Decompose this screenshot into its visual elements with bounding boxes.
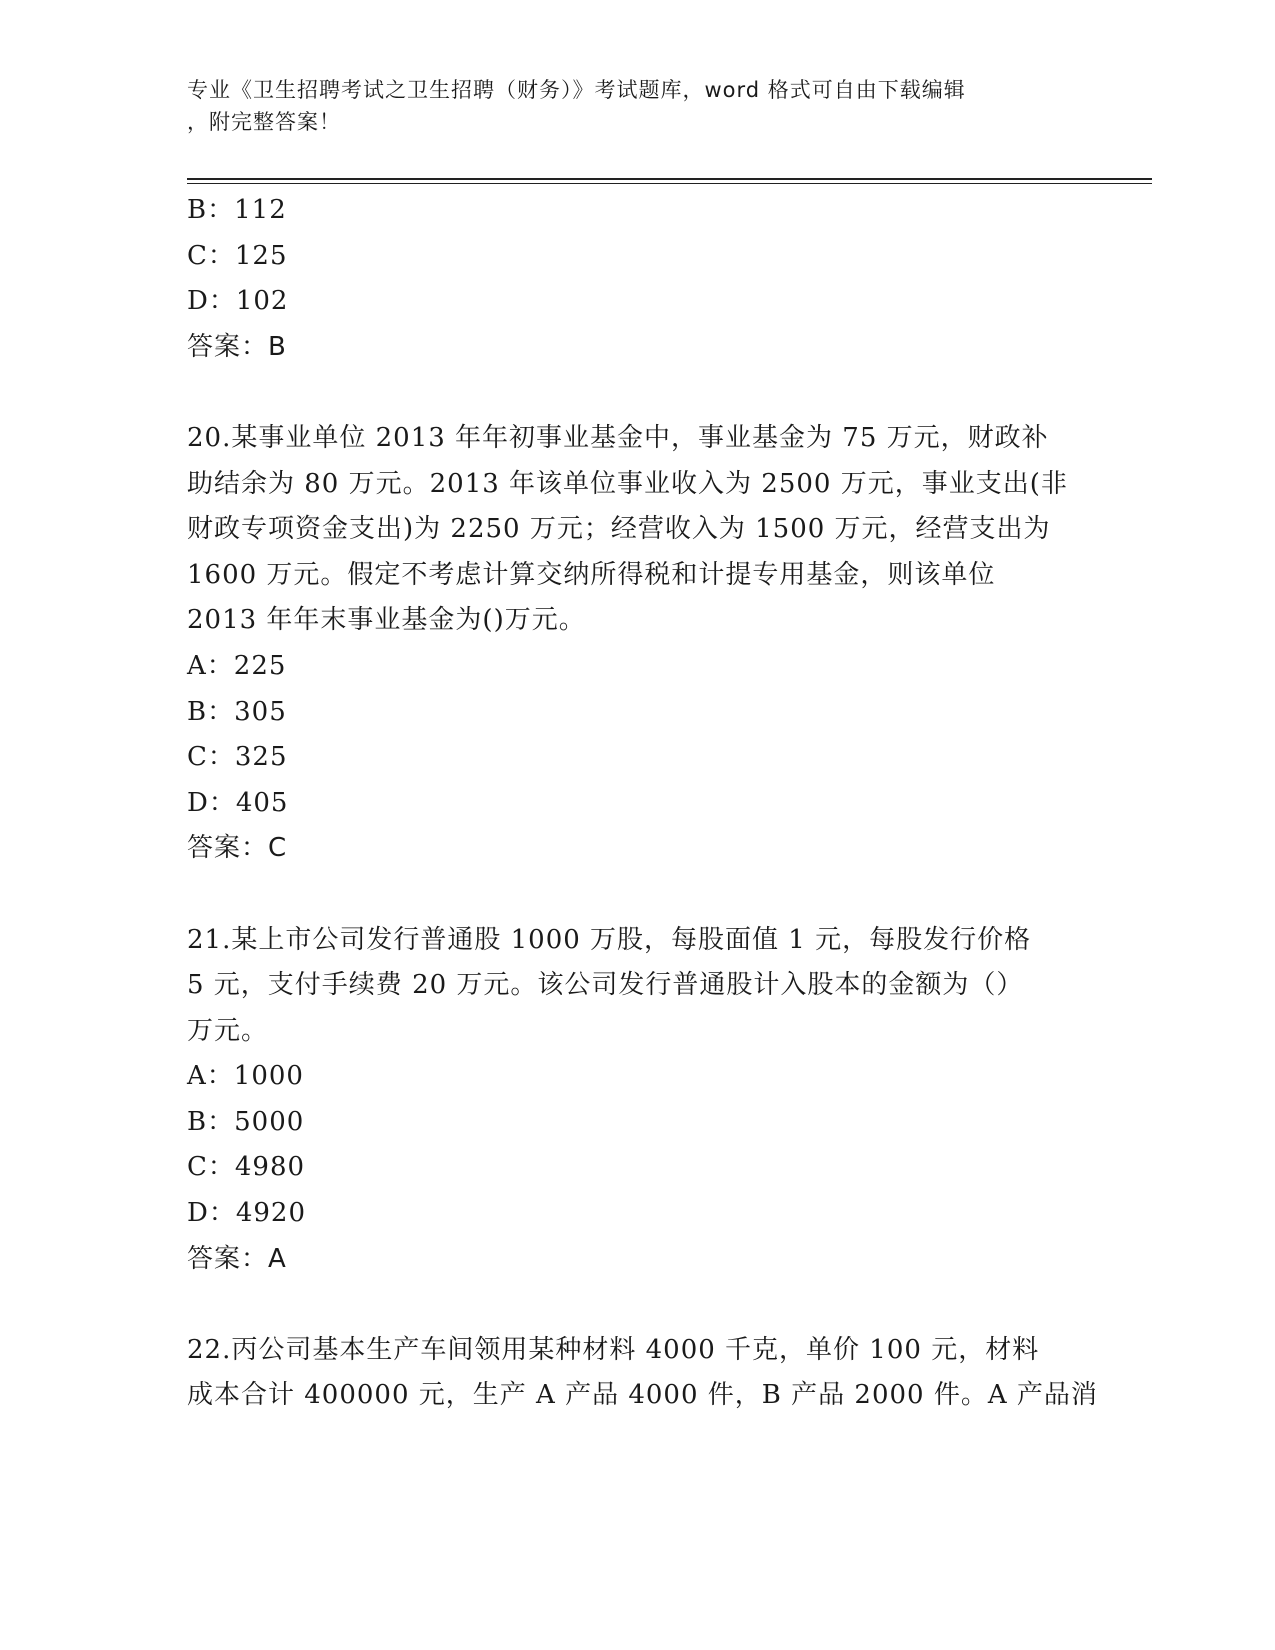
option-c: C：325 <box>187 742 288 773</box>
question-stem-line: 财政专项资金支出)为 2250 万元；经营收入为 1500 万元，经营支出为 <box>187 514 1051 545</box>
option-d: D：4920 <box>187 1198 307 1229</box>
question-stem-line: 2013 年年末事业基金为()万元。 <box>187 605 586 636</box>
option-d: D：405 <box>187 787 289 818</box>
question-19 <box>187 188 1087 370</box>
question-20 <box>187 416 1087 872</box>
option-a: A：1000 <box>187 1061 304 1092</box>
spacer <box>187 370 1087 416</box>
question-22 <box>187 1328 1098 1419</box>
spacer <box>187 1282 1087 1328</box>
option-b: B：5000 <box>187 1106 305 1137</box>
header-divider <box>187 178 1152 180</box>
option-b: B：112 <box>187 195 287 225</box>
option-d: D：102 <box>187 286 289 317</box>
question-stem-line: 1600 万元。假定不考虑计算交纳所得税和计提专用基金，则该单位 <box>187 559 996 590</box>
spacer <box>187 872 1087 918</box>
question-stem-line: 万元。 <box>187 1015 269 1046</box>
answer-line: 答案：B <box>187 331 287 362</box>
option-c: C：4980 <box>187 1152 306 1183</box>
question-list <box>187 188 1098 1419</box>
option-c: C：125 <box>187 240 288 271</box>
question-stem-line: 21.某上市公司发行普通股 1000 万股，每股面值 1 元，每股发行价格 <box>187 924 1032 955</box>
option-a: A：225 <box>187 650 287 681</box>
question-stem-line: 助结余为 80 万元。2013 年该单位事业收入为 2500 万元，事业支出(非 <box>187 468 1068 499</box>
question-21 <box>187 918 1087 1283</box>
answer-line: 答案：C <box>187 833 288 864</box>
option-b: B：305 <box>187 696 287 727</box>
page-header <box>187 74 1067 138</box>
header-line: 专业《卫生招聘考试之卫生招聘（财务）》考试题库，word 格式可自由下载编辑 <box>187 78 966 102</box>
answer-line: 答案：A <box>187 1243 287 1274</box>
question-stem-line: 20.某事业单位 2013 年年初事业基金中，事业基金为 75 万元，财政补 <box>187 422 1049 453</box>
question-stem-line: 22.丙公司基本生产车间领用某种材料 4000 千克，单价 100 元，材料 <box>187 1334 1040 1365</box>
question-stem-line: 成本合计 400000 元，生产 A 产品 4000 件，B 产品 2000 件。A 产品消 <box>187 1380 1098 1411</box>
header-divider <box>187 183 1152 184</box>
header-line: ，附完整答案！ <box>187 110 341 134</box>
question-stem-line: 5 元，支付手续费 20 万元。该公司发行普通股计入股本的金额为（） <box>187 970 1024 1001</box>
